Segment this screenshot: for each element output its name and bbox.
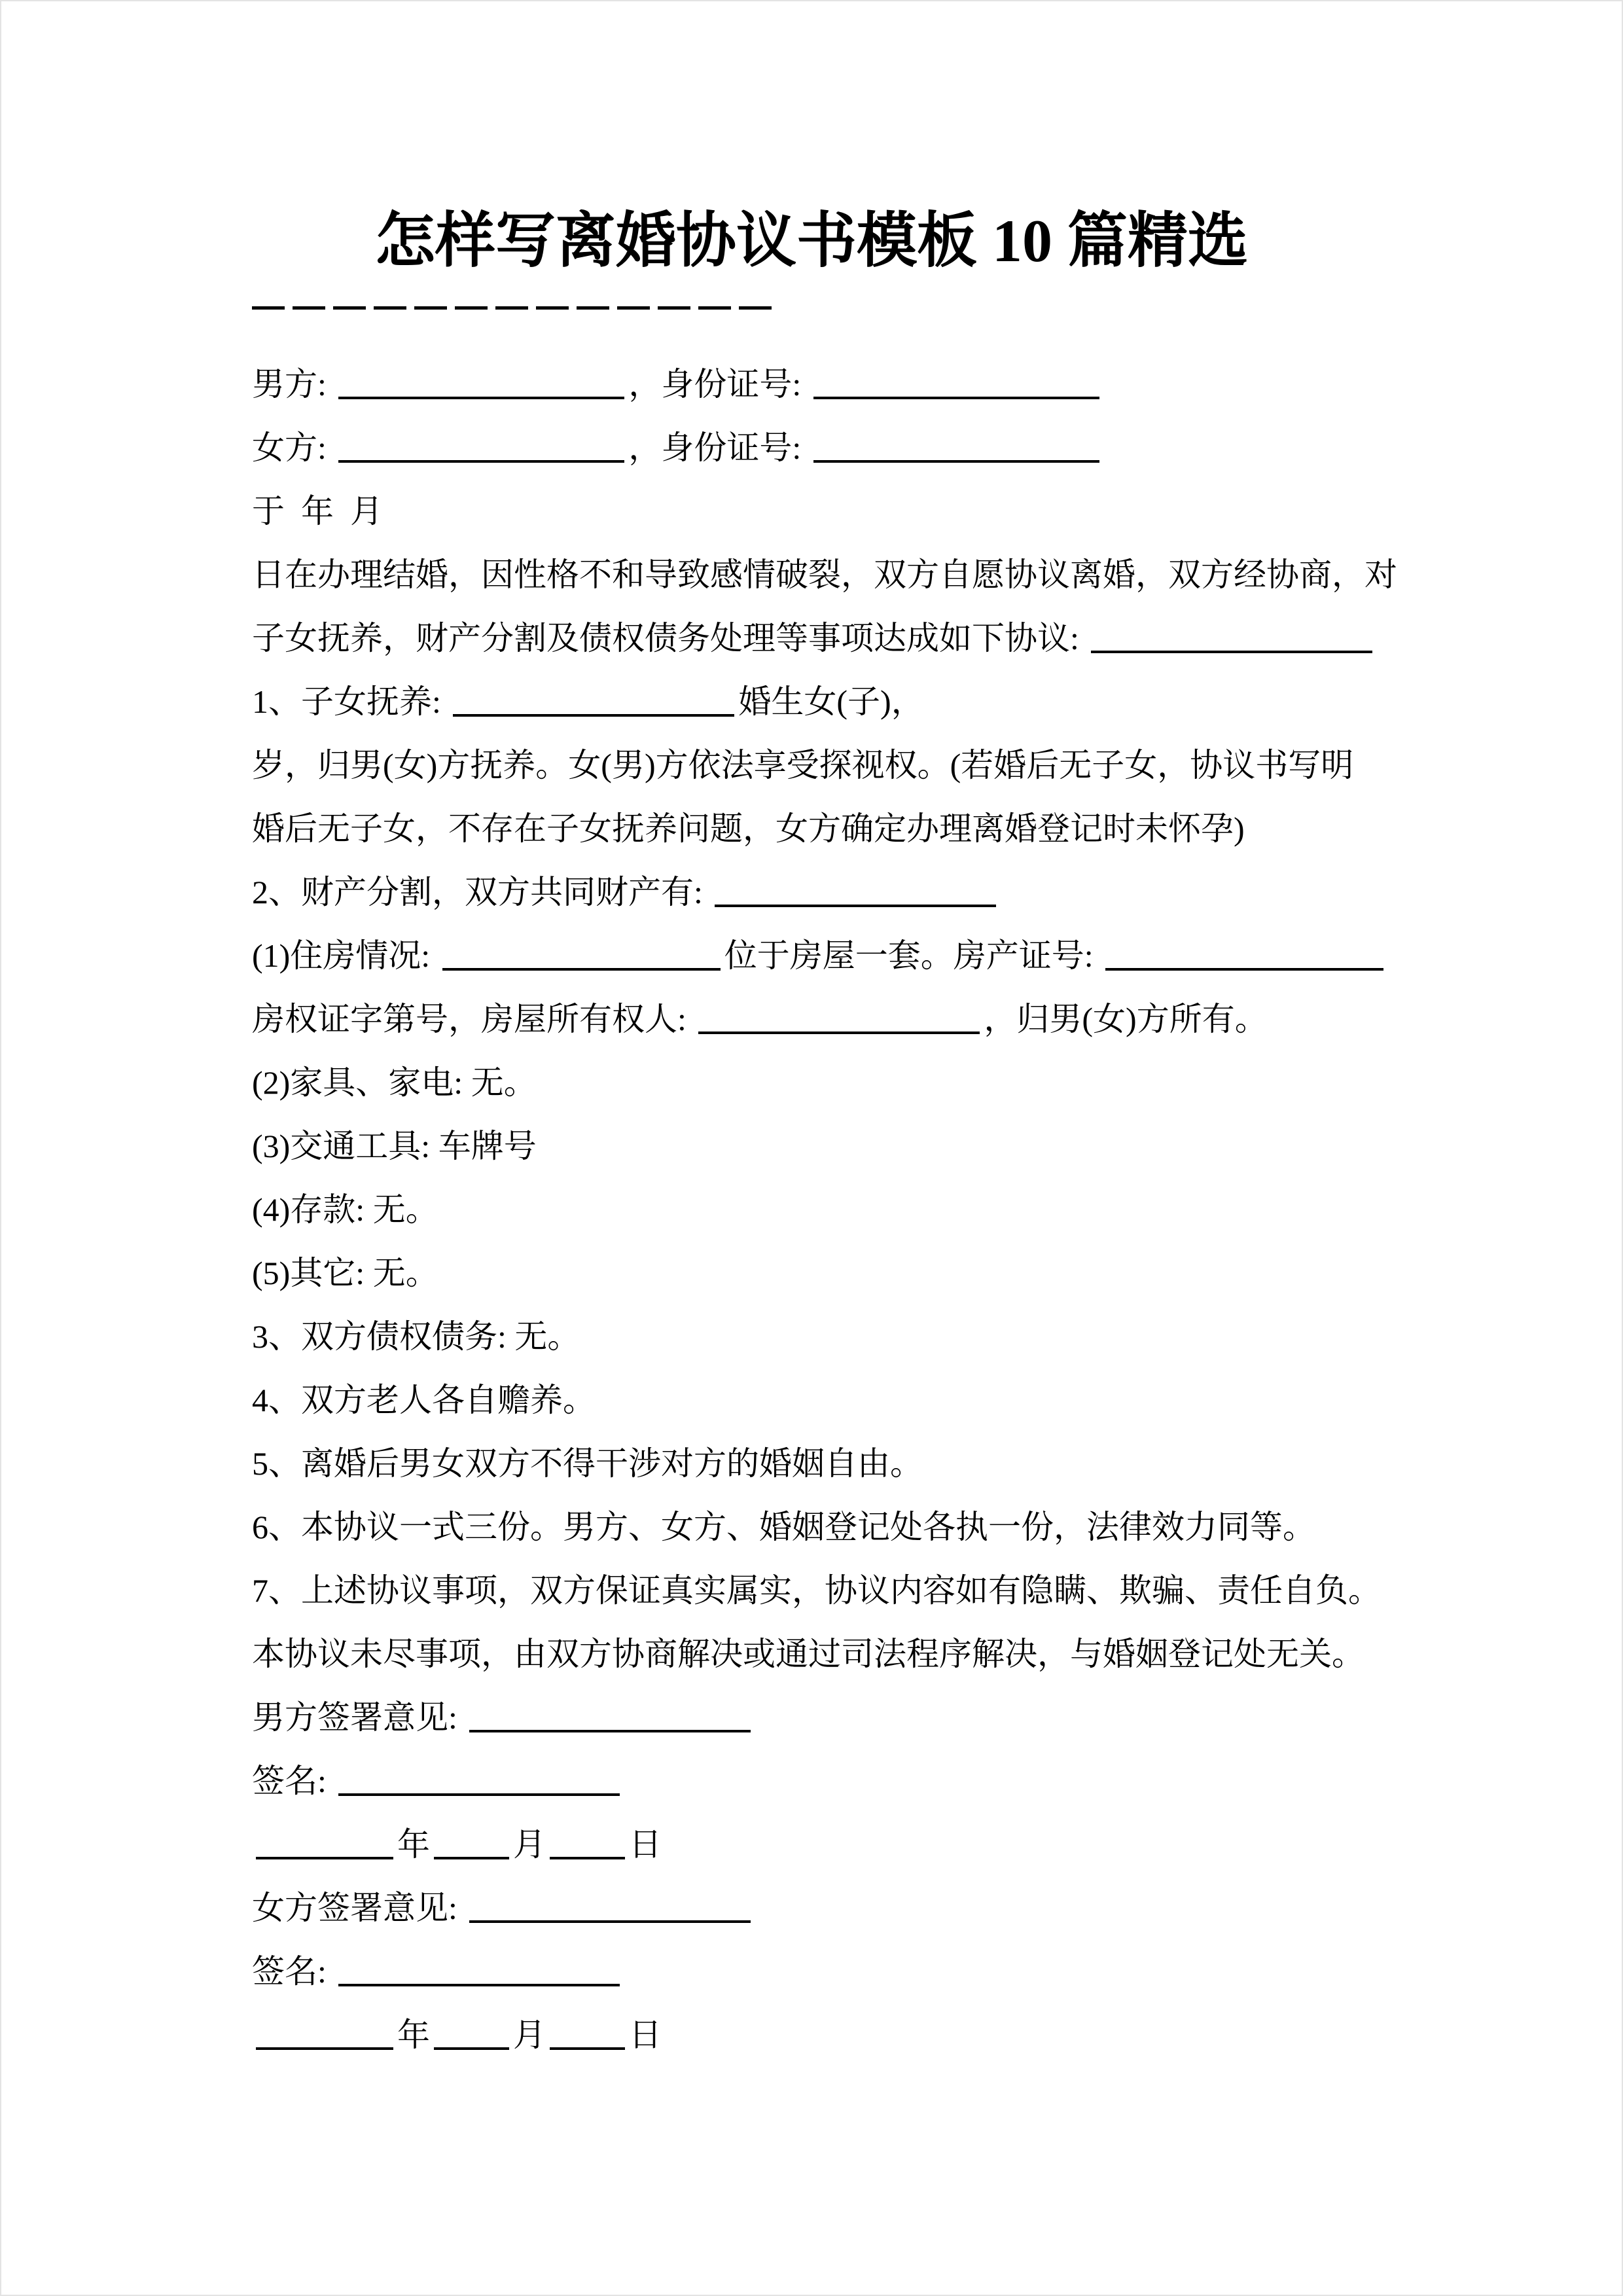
male-party-label: 男方: — [252, 366, 335, 403]
male-date-month-blank — [434, 1848, 509, 1859]
paragraph-line-1 — [252, 543, 1622, 607]
deposit-text: (4)存款: 无。 — [252, 1191, 438, 1228]
male-day-label: 日 — [629, 1826, 662, 1863]
female-signature-line — [252, 1876, 1622, 1940]
item1-suffix: 婚生女(子)， — [738, 683, 924, 720]
item7-text: 7、上述协议事项，双方保证真实属实，协议内容如有隐瞒、欺骗、责任自负。 — [252, 1572, 1381, 1609]
item1-line — [252, 670, 1622, 734]
male-date-day-blank — [550, 1848, 625, 1859]
furniture-line — [252, 1051, 1622, 1115]
housing-line-1 — [252, 924, 1622, 988]
item4-text: 4、双方老人各自赡养。 — [252, 1382, 596, 1418]
female-party-label: 女方: — [252, 429, 335, 466]
item5-text: 5、离婚后男女双方不得干涉对方的婚姻自由。 — [252, 1445, 923, 1482]
male-date-year-blank — [256, 1848, 393, 1859]
item7-cont-line — [252, 1623, 1622, 1686]
date-intro-line — [252, 480, 1622, 543]
male-opinion-blank — [469, 1721, 751, 1732]
item5-line — [252, 1432, 1622, 1496]
item3-text: 3、双方债权债务: 无。 — [252, 1318, 580, 1355]
other-text: (5)其它: 无。 — [252, 1255, 438, 1291]
item6-text: 6、本协议一式三份。男方、女方、婚姻登记处各执一份，法律效力同等。 — [252, 1509, 1315, 1545]
female-date-year-blank — [256, 2038, 393, 2050]
female-month-label: 月 — [513, 2017, 546, 2053]
other-line — [252, 1242, 1622, 1305]
property-blank — [715, 895, 996, 907]
item4-line — [252, 1369, 1622, 1432]
female-sign-date-line — [252, 2003, 1622, 2067]
agreement-blank — [1091, 641, 1372, 653]
item6-line — [252, 1496, 1622, 1559]
female-year-label: 年 — [397, 2017, 430, 2053]
item3-line — [252, 1305, 1622, 1369]
housing-line2-label: 房权证字第号，房屋所有权人: — [252, 1001, 695, 1037]
male-signature-line — [252, 1686, 1622, 1749]
male-sign-name-line — [252, 1749, 1622, 1813]
item1-label: 1、子女抚养: — [252, 683, 450, 720]
female-date-day-blank — [550, 2038, 625, 2050]
item1-cont-line-1 — [252, 734, 1622, 797]
vehicle-line — [252, 1115, 1622, 1178]
item1-cont-text-1: 岁，归男(女)方抚养。女(男)方依法享受探视权。(若婚后无子女，协议书写明 — [252, 747, 1354, 783]
paragraph-text-1: 日在办理结婚，因性格不和导致感情破裂，双方自愿协议离婚，双方经协商，对 — [252, 556, 1397, 593]
female-date-month-blank — [434, 2038, 509, 2050]
female-id-blank — [813, 451, 1099, 463]
item2-line — [252, 861, 1622, 924]
female-day-label: 日 — [629, 2017, 662, 2053]
deposit-line — [252, 1178, 1622, 1242]
paragraph-line-2 — [252, 607, 1622, 670]
housing-line2-suffix: ，归男(女)方所有。 — [984, 1001, 1268, 1037]
housing-label: (1)住房情况: — [252, 937, 438, 974]
item7-line — [252, 1559, 1622, 1623]
male-party-line — [252, 353, 1622, 416]
house-owner-blank — [698, 1022, 980, 1034]
male-id-label: ，身份证号: — [628, 366, 810, 403]
male-sign-date-line — [252, 1813, 1622, 1876]
male-id-blank — [813, 387, 1099, 399]
female-name-blank — [338, 451, 624, 463]
furniture-text: (2)家具、家电: 无。 — [252, 1064, 537, 1101]
item2-label: 2、财产分割，双方共同财产有: — [252, 874, 711, 910]
child-custody-blank — [453, 705, 734, 717]
housing-location-blank — [442, 959, 721, 971]
female-id-label: ，身份证号: — [628, 429, 810, 466]
female-party-line — [252, 416, 1622, 480]
female-opinion-blank — [469, 1911, 751, 1923]
female-sign-label: 签名: — [252, 1953, 335, 1990]
item7-cont-text: 本协议未尽事项，由双方协商解决或通过司法程序解决，与婚姻登记处无关。 — [252, 1636, 1364, 1672]
female-sign-name-line — [252, 1940, 1622, 2003]
item1-cont-text-2: 婚后无子女，不存在子女抚养问题，女方确定办理离婚登记时未怀孕) — [252, 810, 1245, 847]
document-title: 怎样写离婚协议书模板 10 篇精选 — [374, 207, 1248, 274]
male-opinion-label: 男方签署意见: — [252, 1699, 466, 1736]
paragraph-text-2: 子女抚养，财产分割及债权债务处理等事项达成如下协议: — [252, 620, 1088, 656]
male-year-label: 年 — [397, 1826, 430, 1863]
housing-line-2 — [252, 988, 1622, 1051]
female-opinion-label: 女方签署意见: — [252, 1890, 466, 1926]
male-name-blank — [338, 387, 624, 399]
housing-mid-text: 位于房屋一套。房产证号: — [724, 937, 1102, 974]
male-month-label: 月 — [513, 1826, 546, 1863]
housing-cert-blank — [1105, 959, 1383, 971]
male-signature-blank — [338, 1784, 620, 1796]
item1-cont-line-2 — [252, 797, 1622, 861]
female-signature-blank — [338, 1975, 620, 1986]
date-intro-text: 于 年 月 — [252, 493, 383, 529]
separator-line — [252, 306, 779, 310]
male-sign-label: 签名: — [252, 1763, 335, 1799]
vehicle-text: (3)交通工具: 车牌号 — [252, 1128, 537, 1164]
